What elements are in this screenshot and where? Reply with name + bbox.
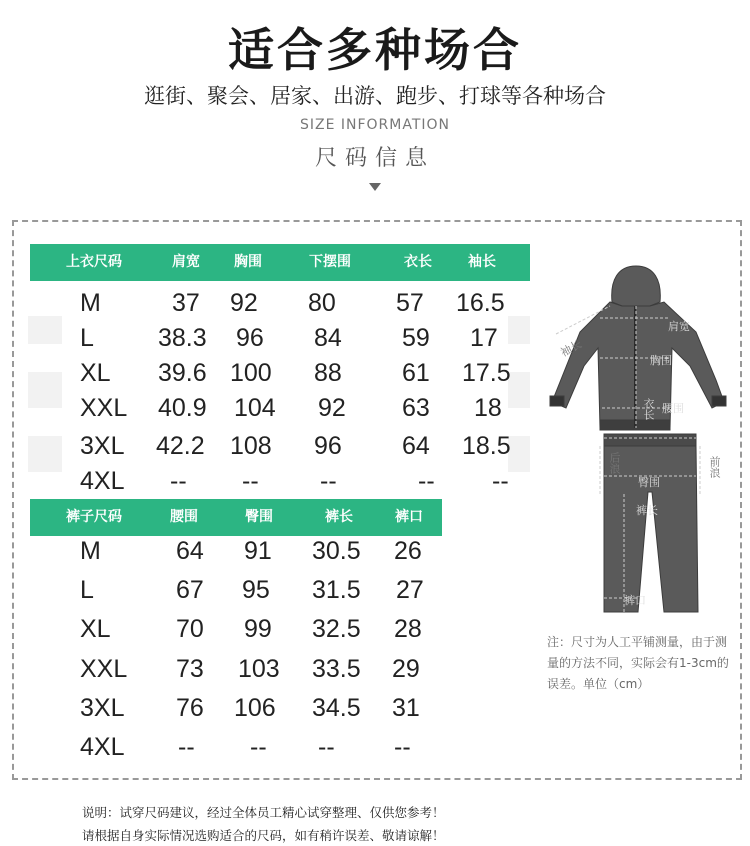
hip-label: 臀围 — [638, 476, 660, 489]
top-header-sleeve: 袖长 — [468, 254, 496, 270]
pants-header-waist: 腰围 — [170, 509, 198, 525]
chest-label: 胸围 — [650, 354, 672, 367]
chest-cell: 100 — [230, 359, 272, 387]
length-cell: 59 — [402, 324, 430, 352]
front-rise-label: 前浪 — [708, 456, 721, 478]
cuff-cell: 26 — [394, 537, 422, 565]
hip-cell: 99 — [244, 615, 272, 643]
size-cell: L — [80, 324, 94, 352]
shoulder-cell: 40.9 — [158, 394, 207, 422]
ghost-block — [508, 436, 530, 472]
sleeve-cell: 18 — [474, 394, 502, 422]
page-subtitle: 逛街、聚会、居家、出游、跑步、打球等各种场合 — [144, 84, 606, 108]
hip-cell: 103 — [238, 655, 280, 683]
waist-cell: 70 — [176, 615, 204, 643]
pants-length-cell: 33.5 — [312, 655, 361, 683]
pants-header-length: 裤长 — [325, 509, 353, 525]
waist-cell: 64 — [176, 537, 204, 565]
sleeve-cell: 18.5 — [462, 432, 511, 460]
pants-hem-label: 裤口 — [624, 594, 646, 607]
cuff-cell: 29 — [392, 655, 420, 683]
shoulder-cell: -- — [170, 467, 187, 495]
waist-cell: 76 — [176, 694, 204, 722]
length-cell: 64 — [402, 432, 430, 460]
size-cell: XL — [80, 615, 111, 643]
ghost-block — [508, 316, 530, 344]
length-cell: 61 — [402, 359, 430, 387]
top-header-chest: 胸围 — [234, 254, 262, 270]
pants-header-size: 裤子尺码 — [66, 509, 122, 525]
chest-cell: 108 — [230, 432, 272, 460]
footer-line-2: 请根据自身实际情况选购适合的尺码，如有稍许误差、敬请谅解！ — [82, 828, 445, 843]
shoulder-label: 肩宽 — [668, 320, 690, 333]
cuff-cell: 31 — [392, 694, 420, 722]
ghost-block — [28, 372, 62, 408]
length-cell: -- — [418, 467, 435, 495]
sleeve-cell: 16.5 — [456, 289, 505, 317]
page-title: 适合多种场合 — [228, 23, 522, 77]
chest-cell: 96 — [236, 324, 264, 352]
pants-table-header — [30, 499, 442, 536]
hem-cell: 96 — [314, 432, 342, 460]
size-cell: L — [80, 576, 94, 604]
size-cell: 3XL — [80, 694, 125, 722]
size-cell: M — [80, 537, 101, 565]
hip-cell: 106 — [234, 694, 276, 722]
shoulder-cell: 38.3 — [158, 324, 207, 352]
top-table-header — [30, 244, 530, 281]
length-cell: 57 — [396, 289, 424, 317]
down-arrow-icon — [369, 183, 381, 191]
shoulder-cell: 42.2 — [156, 432, 205, 460]
size-cell: XL — [80, 359, 111, 387]
back-rise-label: 后浪 — [608, 452, 621, 474]
shoulder-cell: 39.6 — [158, 359, 207, 387]
hem-label: 腰围 — [662, 402, 684, 415]
measurement-note: 注：尺寸为人工平铺测量，由于测量的方法不同，实际会有1-3cm的误差。单位（cm） — [547, 635, 729, 691]
size-cell: 3XL — [80, 432, 125, 460]
top-header-shoulder: 肩宽 — [172, 254, 200, 270]
waist-cell: 73 — [176, 655, 204, 683]
sleeve-label: 袖长 — [558, 337, 584, 360]
hip-cell: 95 — [242, 576, 270, 604]
size-cell: 4XL — [80, 467, 125, 495]
chest-cell: 104 — [234, 394, 276, 422]
length-label: 衣长 — [642, 398, 655, 420]
hip-cell: 91 — [244, 537, 272, 565]
cuff-cell: 28 — [394, 615, 422, 643]
waist-cell: -- — [178, 733, 195, 761]
pants-length-cell: -- — [318, 733, 335, 761]
size-cell: XXL — [80, 655, 128, 683]
sleeve-cell: 17 — [470, 324, 498, 352]
pants-length-cell: 34.5 — [312, 694, 361, 722]
sleeve-cell: 17.5 — [462, 359, 511, 387]
waist-cell: 67 — [176, 576, 204, 604]
pants-length-cell: 31.5 — [312, 576, 361, 604]
length-cell: 63 — [402, 394, 430, 422]
top-header-size: 上衣尺码 — [66, 254, 122, 270]
size-cell: XXL — [80, 394, 128, 422]
cuff-cell: -- — [394, 733, 411, 761]
size-information-heading: SIZE INFORMATION — [299, 117, 451, 133]
ghost-block — [28, 316, 62, 344]
hem-cell: 80 — [308, 289, 336, 317]
garment-measurement-diagram — [540, 262, 740, 622]
chest-cell: 92 — [230, 289, 258, 317]
hem-cell: 92 — [318, 394, 346, 422]
size-cell: 4XL — [80, 733, 125, 761]
hem-cell: -- — [320, 467, 337, 495]
top-header-hem: 下摆围 — [309, 254, 351, 270]
footer-line-1: 说明：试穿尺码建议，经过全体员工精心试穿整理、仅供您参考！ — [82, 805, 445, 820]
ghost-block — [508, 372, 530, 408]
size-cell: M — [80, 289, 101, 317]
hem-cell: 84 — [314, 324, 342, 352]
shoulder-cell: 37 — [172, 289, 200, 317]
pants-length-cell: 30.5 — [312, 537, 361, 565]
cuff-cell: 27 — [396, 576, 424, 604]
sleeve-cell: -- — [492, 467, 509, 495]
hem-cell: 88 — [314, 359, 342, 387]
chest-cell: -- — [242, 467, 259, 495]
pants-length-label: 裤长 — [636, 504, 658, 517]
top-header-length: 衣长 — [404, 254, 432, 270]
pants-header-cuff: 裤口 — [395, 509, 423, 525]
size-chart-heading: 尺码信息 — [314, 146, 435, 171]
pants-header-hip: 臀围 — [245, 509, 273, 525]
hip-cell: -- — [250, 733, 267, 761]
pants-length-cell: 32.5 — [312, 615, 361, 643]
ghost-block — [28, 436, 62, 472]
